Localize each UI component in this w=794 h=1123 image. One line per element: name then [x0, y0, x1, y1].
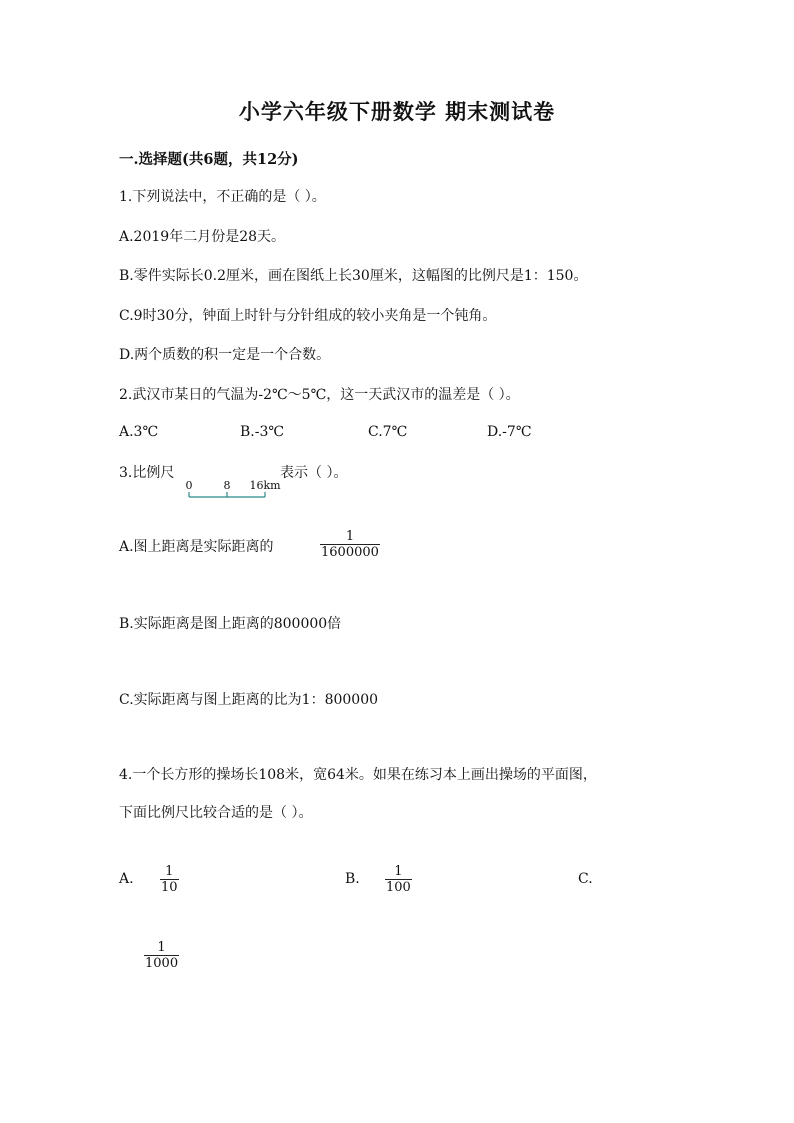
q4-option-b-fraction [385, 864, 412, 895]
scale-bar-diagram [186, 478, 296, 502]
scale-label-0: 0 [186, 479, 193, 492]
fraction-denominator: 1000 [145, 956, 179, 971]
q4-stem-line2: 下面比例尺比较合适的是（ ）。 [119, 805, 313, 821]
q4-option-b-label: B. [345, 871, 360, 887]
q2-option-d: D.-7℃ [487, 424, 532, 440]
fraction-numerator: 1 [157, 940, 166, 955]
q1-option-b: B.零件实际长0.2厘米，画在图纸上长30厘米，这幅图的比例尺是1：150。 [119, 268, 588, 284]
q1-stem: 1.下列说法中，不正确的是（ ）。 [119, 189, 326, 205]
q4-option-c-fraction [144, 940, 179, 971]
scale-label-16km: 16km [249, 479, 281, 492]
fraction-denominator: 100 [386, 880, 411, 895]
q4-option-c-label: C. [578, 871, 593, 887]
q4-option-a-label: A. [119, 871, 134, 887]
fraction-numerator: 1 [394, 864, 403, 879]
q2-stem: 2.武汉市某日的气温为-2℃～5℃，这一天武汉市的温差是（ ）。 [119, 387, 520, 403]
q3-stem-before: 3.比例尺 [119, 465, 175, 481]
q2-option-c: C.7℃ [368, 424, 408, 440]
q4-stem-line1: 4.一个长方形的操场长108米，宽64米。如果在练习本上画出操场的平面图， [119, 767, 597, 783]
page-title: 小学六年级下册数学 期末测试卷 [238, 99, 556, 124]
q3-option-b: B.实际距离是图上距离的800000倍 [119, 616, 342, 632]
scale-label-8: 8 [223, 479, 231, 492]
q1-option-c: C.9时30分，钟面上时针与分针组成的较小夹角是一个钝角。 [119, 308, 497, 324]
q3-option-a-fraction [320, 529, 380, 560]
q3-stem-after: 表示（ ）。 [280, 465, 348, 481]
fraction-numerator: 1 [165, 864, 174, 879]
fraction-numerator: 1 [345, 529, 355, 544]
q3-option-a-text: A.图上距离是实际距离的 [119, 539, 274, 555]
q1-option-a: A.2019年二月份是28天。 [119, 229, 286, 245]
q2-option-b: B.-3℃ [240, 424, 285, 440]
q3-option-c: C.实际距离与图上距离的比为1：800000 [119, 692, 379, 708]
q1-option-d: D.两个质数的积一定是一个合数。 [119, 347, 331, 363]
fraction-denominator: 10 [161, 880, 178, 895]
fraction-denominator: 1600000 [321, 545, 379, 560]
q4-option-a-fraction [160, 864, 179, 895]
section-heading: 一.选择题(共6题，共12分) [119, 151, 299, 168]
q2-option-a: A.3℃ [119, 424, 159, 440]
